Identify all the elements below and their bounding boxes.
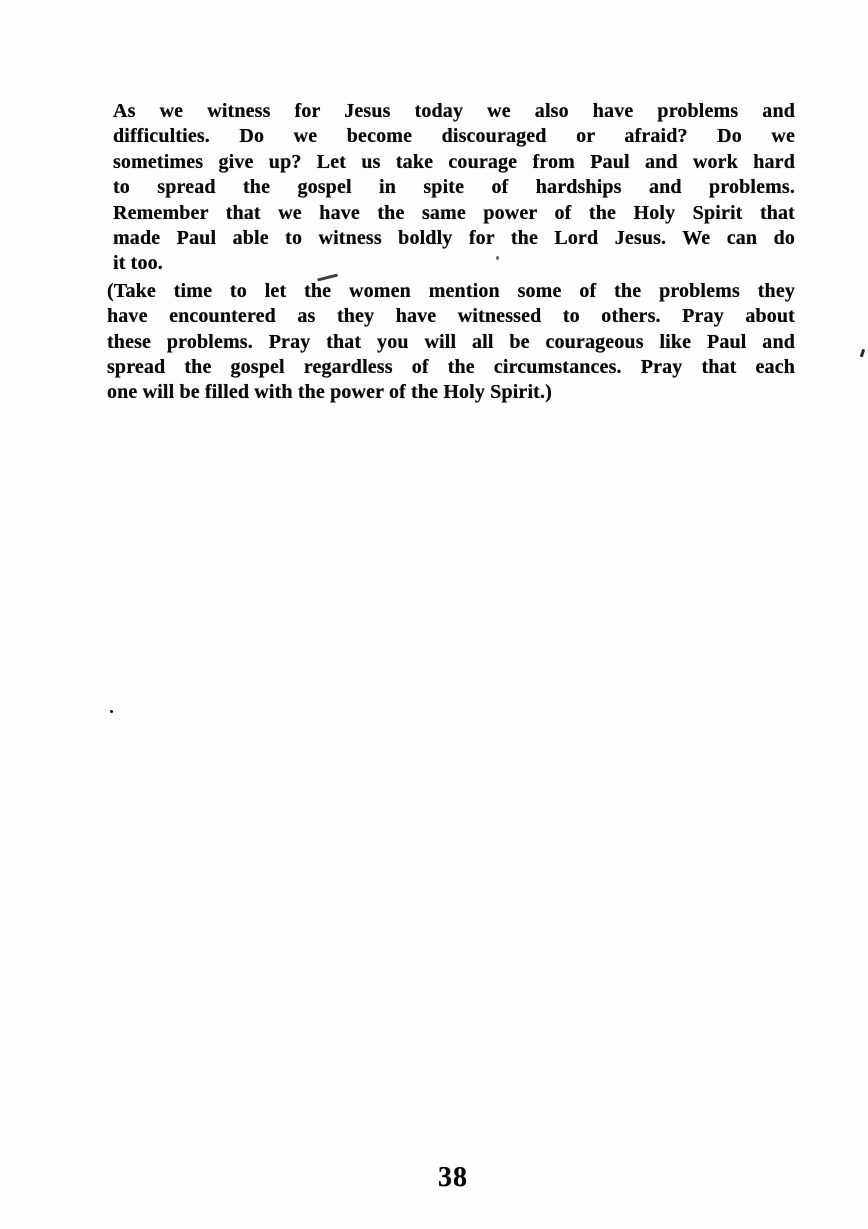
text-line: (Take time to let the women mention some of the problems they	[107, 279, 795, 302]
text-line: made Paul able to witness boldly for the Lord Jesus. We can do	[113, 227, 795, 250]
text-line: sometimes give up? Let us take courage from Paul and work hard	[113, 150, 795, 173]
scan-speck-dot	[496, 256, 499, 260]
paragraph-prayer-instruction	[107, 279, 795, 406]
paragraph-witness	[113, 99, 795, 277]
scan-speck-dot	[110, 710, 113, 713]
page-number: 38	[438, 1162, 468, 1193]
text-line: to spread the gospel in spite of hardships and problems.	[113, 176, 795, 199]
text-line: spread the gospel regardless of the circumstances. Pray that each	[107, 356, 795, 379]
text-line: have encountered as they have witnessed to others. Pray about	[107, 305, 795, 328]
lesson-text-block	[107, 99, 795, 406]
text-line: difficulties. Do we become discouraged or afraid? Do we	[113, 125, 795, 148]
text-line: As we witness for Jesus today we also have problems and	[113, 100, 795, 122]
scan-speck-tick	[860, 349, 865, 357]
text-line: these problems. Pray that you will all be courageous like Paul and	[107, 330, 795, 353]
text-line: one will be filled with the power of the Holy Spirit.)	[107, 381, 552, 404]
text-line: Remember that we have the same power of the Holy Spirit that	[113, 201, 795, 224]
text-line: it too.	[113, 252, 163, 275]
